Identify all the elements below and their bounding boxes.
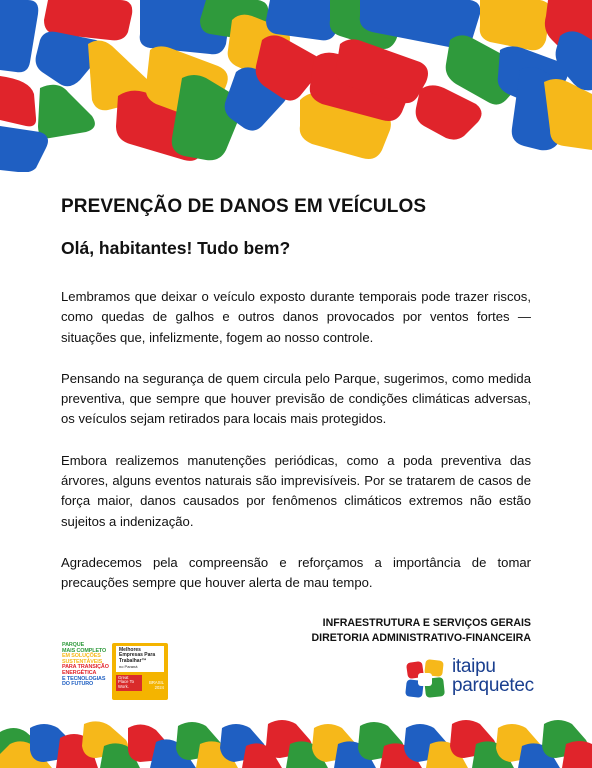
sustainability-badge xyxy=(62,642,109,703)
paragraph-4: Agradecemos pela compreensão e reforçamos a importância de tomar precauções sempre que houver alerta de mau tempo. xyxy=(61,554,531,591)
gptw-title-box xyxy=(116,646,164,672)
badge-line: E TECNOLOGIAS xyxy=(62,675,106,682)
badge-line: MAIS COMPLETO xyxy=(62,647,107,654)
paragraph-3: Embora realizemos manutenções periódicas, como a poda preventiva das árvores, alguns eventos naturais são imprevisíveis. Por se tratarem de casos de força maior, danos causados por fenômenos climáticos extremos não estão sujeitos a indenização. xyxy=(61,452,531,529)
gptw-region: no Paraná xyxy=(119,664,138,670)
gptw-badge xyxy=(112,643,168,700)
bottom-decorative-banner xyxy=(0,710,592,768)
paragraph-1: Lembramos que deixar o veículo exposto durante temporais pode trazer riscos, como quedas de galhos e outros danos provocados por ventos fortes — situações que, infelizmente, fogem ao nosso controle. xyxy=(61,289,531,345)
signature-block xyxy=(61,616,531,647)
gptw-title: Melhores Empresas Para Trabalhar™ xyxy=(119,647,156,664)
gptw-year-box xyxy=(149,681,164,691)
brand-wordmark xyxy=(452,657,534,695)
notice-title: PREVENÇÃO DE DANOS EM VEÍCULOS xyxy=(61,196,427,217)
signature-line-1: INFRAESTRUTURA E SERVIÇOS GERAIS xyxy=(322,616,531,629)
badge-line: PARA TRANSIÇÃO xyxy=(62,664,109,671)
badge-line: SUSTENTÁVEIS xyxy=(62,658,103,665)
gptw-bottom xyxy=(116,675,164,691)
gptw-country: BRASIL xyxy=(149,680,164,686)
signature-line-2: DIRETORIA ADMINISTRATIVO-FINANCEIRA xyxy=(311,632,531,645)
top-decorative-banner xyxy=(0,0,592,172)
greeting: Olá, habitantes! Tudo bem? xyxy=(61,238,291,258)
brand-line-2: parquetec xyxy=(452,675,534,696)
badge-line: DO FUTURO xyxy=(62,681,94,688)
badge-line: ENERGÉTICA xyxy=(62,669,97,676)
badge-line: EM SOLUÇÕES xyxy=(62,653,101,660)
itaipu-parquetec-logo-icon xyxy=(405,659,449,701)
gptw-year: 2024 xyxy=(154,685,164,691)
badge-line: PARQUE xyxy=(62,642,85,648)
gptw-seal: Great Place To Work. xyxy=(116,675,142,691)
paragraph-2: Pensando na segurança de quem circula pelo Parque, sugerimos, como medida preventiva, que sempre que houver previsão de condições climáticas adversas, os veículos sejam retirados para locais mais protegidos. xyxy=(61,370,531,427)
brand-line-1: itaipu xyxy=(452,656,496,677)
notice-content xyxy=(61,196,531,647)
